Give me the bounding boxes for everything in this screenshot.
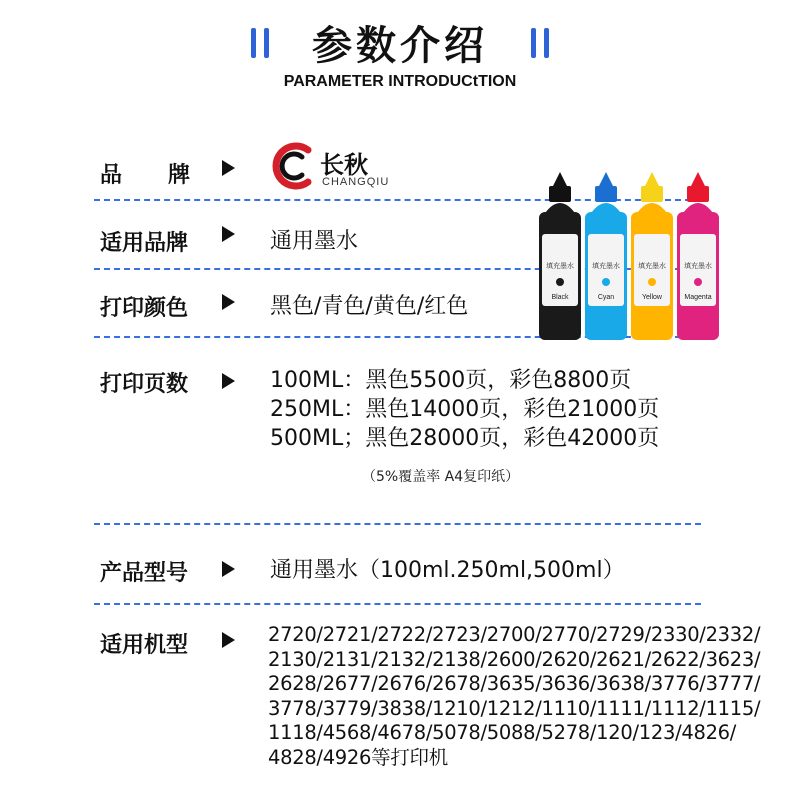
arrow-icon [222, 226, 235, 242]
arrow-icon [222, 373, 235, 389]
ink-bottle-black [539, 172, 581, 340]
svg-text:填充墨水: 填充墨水 [546, 262, 574, 270]
svg-text:填充墨水: 填充墨水 [638, 262, 666, 270]
changqiu-logo-icon [268, 140, 320, 192]
ink-bottle-cyan [585, 172, 627, 340]
compatible-models-line: 2130/2131/2132/2138/2600/2620/2621/2622/3623/ [268, 647, 761, 671]
applicable-brand-value: 通用墨水 [270, 229, 359, 254]
applicable-brand-label: 适用品牌 [100, 231, 189, 256]
brand-name-cn: 长秋 [320, 151, 368, 179]
arrow-icon [222, 632, 235, 648]
svg-text:填充墨水: 填充墨水 [592, 262, 620, 270]
page-title: 参数介绍 [312, 23, 488, 69]
divider [94, 523, 701, 525]
compatible-models-line: 4828/4926等打印机 [268, 745, 448, 769]
ink-bottles-image [538, 172, 724, 342]
page-yield-note: （5%覆盖率 A4复印纸） [362, 469, 520, 485]
product-model-label: 产品型号 [100, 561, 189, 586]
compatible-models-line: 2720/2721/2722/2723/2700/2770/2729/2330/2332/ [268, 623, 761, 646]
page-yield-label: 打印页数 [100, 372, 189, 397]
brand-name-en: CHANGQIU [322, 176, 390, 188]
print-colors-value: 黑色/青色/黄色/红色 [270, 294, 469, 319]
svg-text:填充墨水: 填充墨水 [684, 262, 712, 270]
divider [94, 603, 701, 605]
page-yield-line: 250ML：黑色14000页，彩色21000页 [270, 397, 660, 422]
compatible-models-list [268, 623, 760, 770]
svg-text:Yellow: Yellow [642, 294, 662, 301]
svg-text:Magenta: Magenta [684, 294, 712, 301]
title-bar-right-inner [531, 28, 536, 58]
compatible-models-line: 3778/3779/3838/1210/1212/1110/1111/1112/1115/ [268, 696, 761, 720]
svg-text:Cyan: Cyan [597, 294, 615, 301]
compatible-models-line: 2628/2677/2676/2678/3635/3636/3638/3776/3777/ [268, 672, 761, 695]
arrow-icon [222, 561, 235, 577]
svg-text:Black: Black [551, 294, 569, 301]
arrow-icon [222, 294, 235, 310]
compatible-models-line: 1118/4568/4678/5078/5088/5278/120/123/4826/ [268, 721, 737, 744]
ink-bottle-yellow [631, 172, 673, 340]
page-subtitle: PARAMETER INTRODUCtTION [283, 73, 517, 90]
title-bar-right-outer [544, 28, 549, 58]
ink-bottle-magenta [677, 172, 719, 340]
print-colors-label: 打印颜色 [100, 296, 189, 321]
product-model-value: 通用墨水（100ml.250ml,500ml） [270, 558, 625, 583]
brand-label: 品 牌 [100, 163, 190, 188]
compatible-models-label: 适用机型 [100, 633, 189, 658]
page-yield-line: 500ML；黑色28000页，彩色42000页 [270, 426, 660, 451]
arrow-icon [222, 160, 235, 176]
page-yield-line: 100ML：黑色5500页，彩色8800页 [270, 368, 632, 393]
